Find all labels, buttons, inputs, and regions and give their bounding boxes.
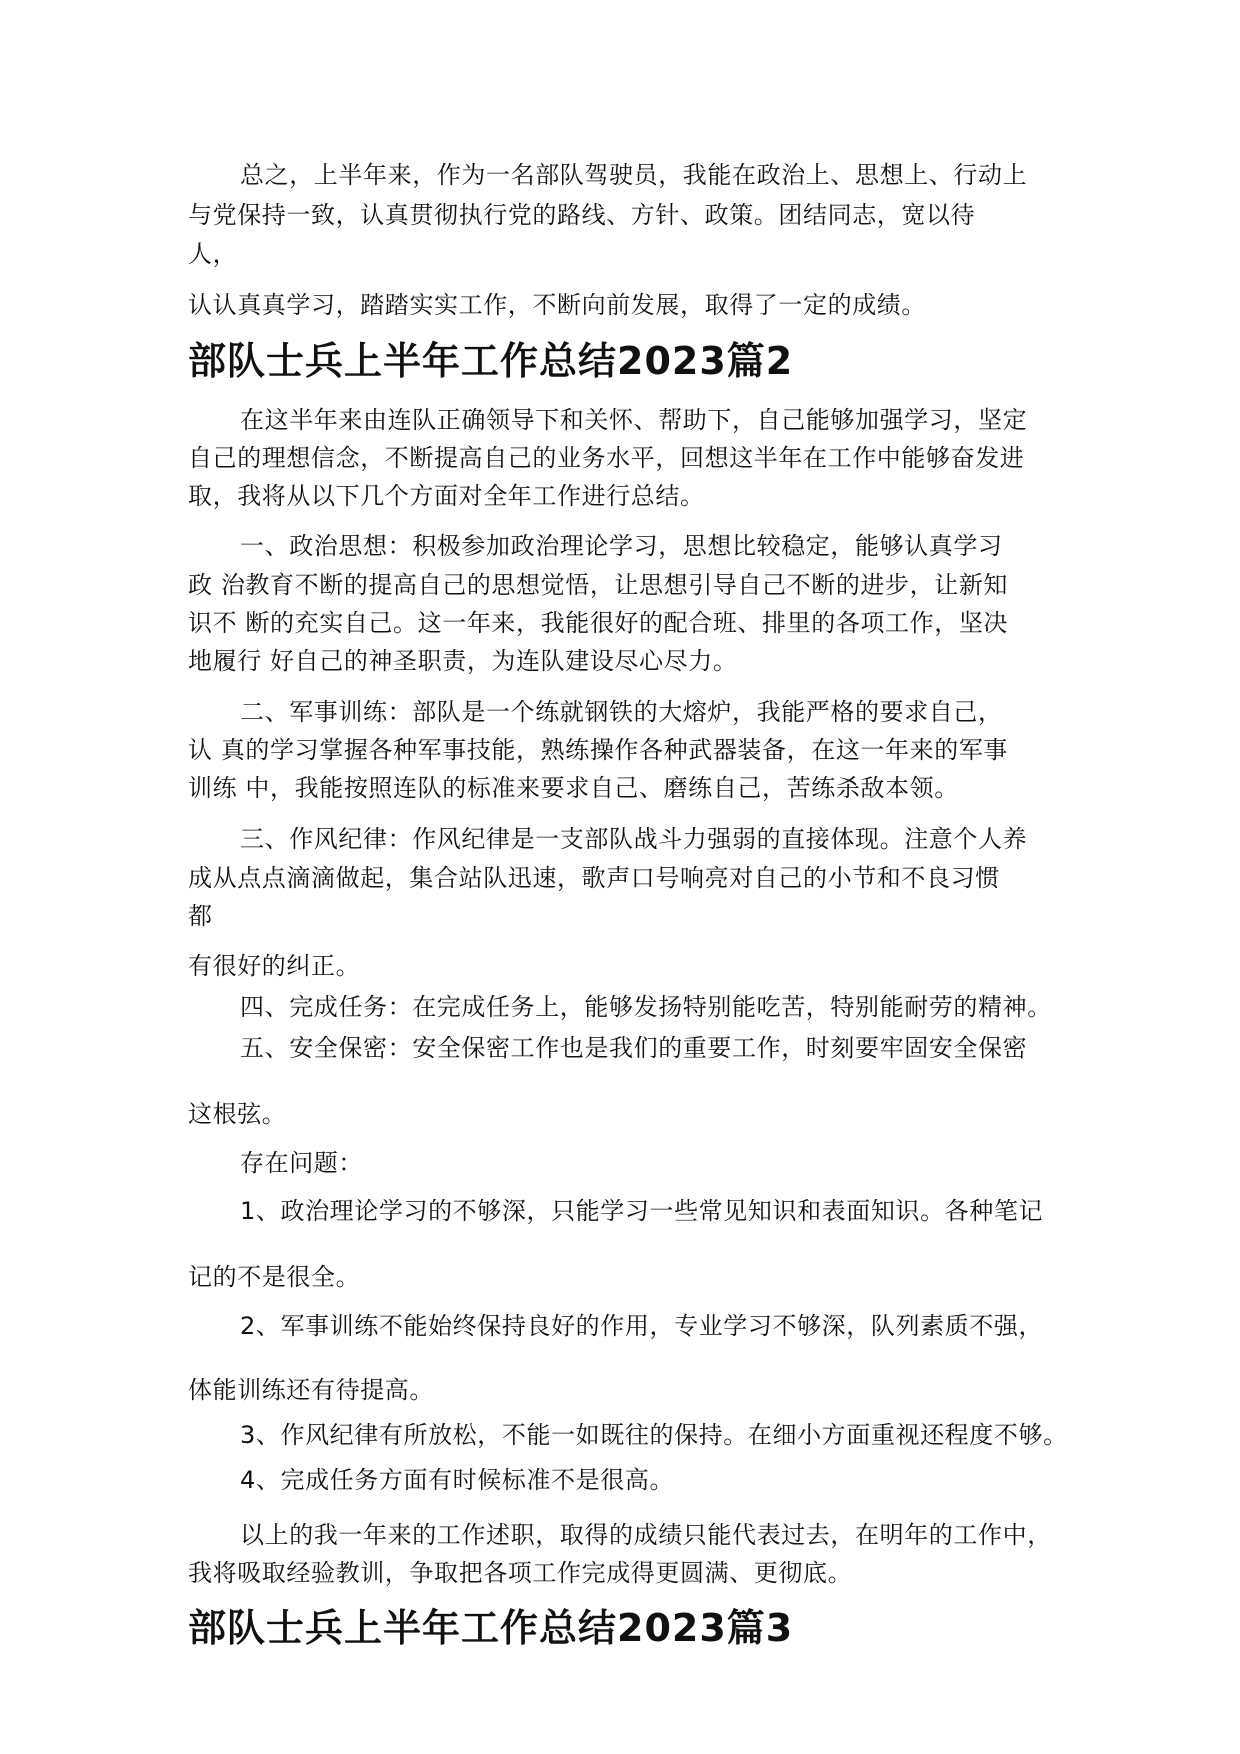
paragraph-line: 我将吸取经验教训，争取把各项工作完成得更圆满、更彻底。 [188, 1559, 853, 1587]
paragraph-line: 记的不是很全。 [188, 1263, 361, 1291]
paragraph-line: 一、政治思想：积极参加政治理论学习，思想比较稳定，能够认真学习 [240, 532, 1003, 560]
paragraph-line: 有很好的纠正。 [188, 952, 361, 980]
paragraph-line: 政 治教育不断的提高自己的思想觉悟，让思想引导自己不断的进步，让新知 [188, 571, 1009, 599]
paragraph-line: 4、完成任务方面有时候标准不是很高。 [240, 1466, 675, 1494]
paragraph-line: 识不 断的充实自己。这一年来，我能很好的配合班、排里的各项工作，坚决 [188, 609, 1009, 637]
section-heading: 部队士兵上半年工作总结2023篇3 [188, 1606, 794, 1650]
paragraph-line: 总之，上半年来，作为一名部队驾驶员，我能在政治上、思想上、行动上 [240, 161, 1028, 189]
paragraph-line: 3、作风纪律有所放松，不能一如既往的保持。在细小方面重视还程度不够。 [240, 1421, 1068, 1449]
paragraph-line: 2、军事训练不能始终保持良好的作用，专业学习不够深，队列素质不强， [240, 1312, 1044, 1340]
paragraph-line: 训练 中，我能按照连队的标准来要求自己、磨练自己，苦练杀敌本领。 [188, 774, 959, 802]
paragraph-line: 人， [188, 240, 238, 268]
paragraph-line: 1、政治理论学习的不够深，只能学习一些常见知识和表面知识。各种笔记 [240, 1197, 1044, 1225]
paragraph-line: 二、军事训练：部队是一个练就钢铁的大熔炉，我能严格的要求自己， [240, 698, 1003, 726]
paragraph-line: 自己的理想信念，不断提高自己的业务水平，回想这半年在工作中能够奋发进 [188, 444, 1025, 472]
paragraph-line: 以上的我一年来的工作述职，取得的成绩只能代表过去，在明年的工作中， [240, 1521, 1052, 1549]
paragraph-line: 成从点点滴滴做起，集合站队迅速，歌声口号响亮对自己的小节和不良习惯 [188, 864, 1000, 892]
paragraph-line: 地履行 好自己的神圣职责，为连队建设尽心尽力。 [188, 647, 738, 675]
paragraph-line: 与党保持一致，认真贯彻执行党的路线、方针、政策。团结同志，宽以待 [188, 201, 976, 229]
paragraph-line: 认认真真学习，踏踏实实工作，不断向前发展，取得了一定的成绩。 [188, 291, 926, 319]
paragraph-line: 取，我将从以下几个方面对全年工作进行总结。 [188, 482, 705, 510]
paragraph-line: 存在问题： [240, 1149, 363, 1177]
paragraph-line: 五、安全保密：安全保密工作也是我们的重要工作，时刻要牢固安全保密 [240, 1034, 1028, 1062]
paragraph-line: 体能训练还有待提高。 [188, 1376, 434, 1404]
paragraph-line: 四、完成任务：在完成任务上，能够发扬特别能吃苦，特别能耐劳的精神。 [240, 993, 1052, 1021]
paragraph-line: 都 [188, 902, 213, 930]
paragraph-line: 三、作风纪律：作风纪律是一支部队战斗力强弱的直接体现。注意个人养 [240, 825, 1028, 853]
section-heading: 部队士兵上半年工作总结2023篇2 [188, 339, 794, 383]
paragraph-line: 认 真的学习掌握各种军事技能，熟练操作各种武器装备，在这一年来的军事 [188, 736, 1009, 764]
paragraph-line: 这根弦。 [188, 1100, 287, 1128]
paragraph-line: 在这半年来由连队正确领导下和关怀、帮助下，自己能够加强学习，坚定 [240, 406, 1028, 434]
